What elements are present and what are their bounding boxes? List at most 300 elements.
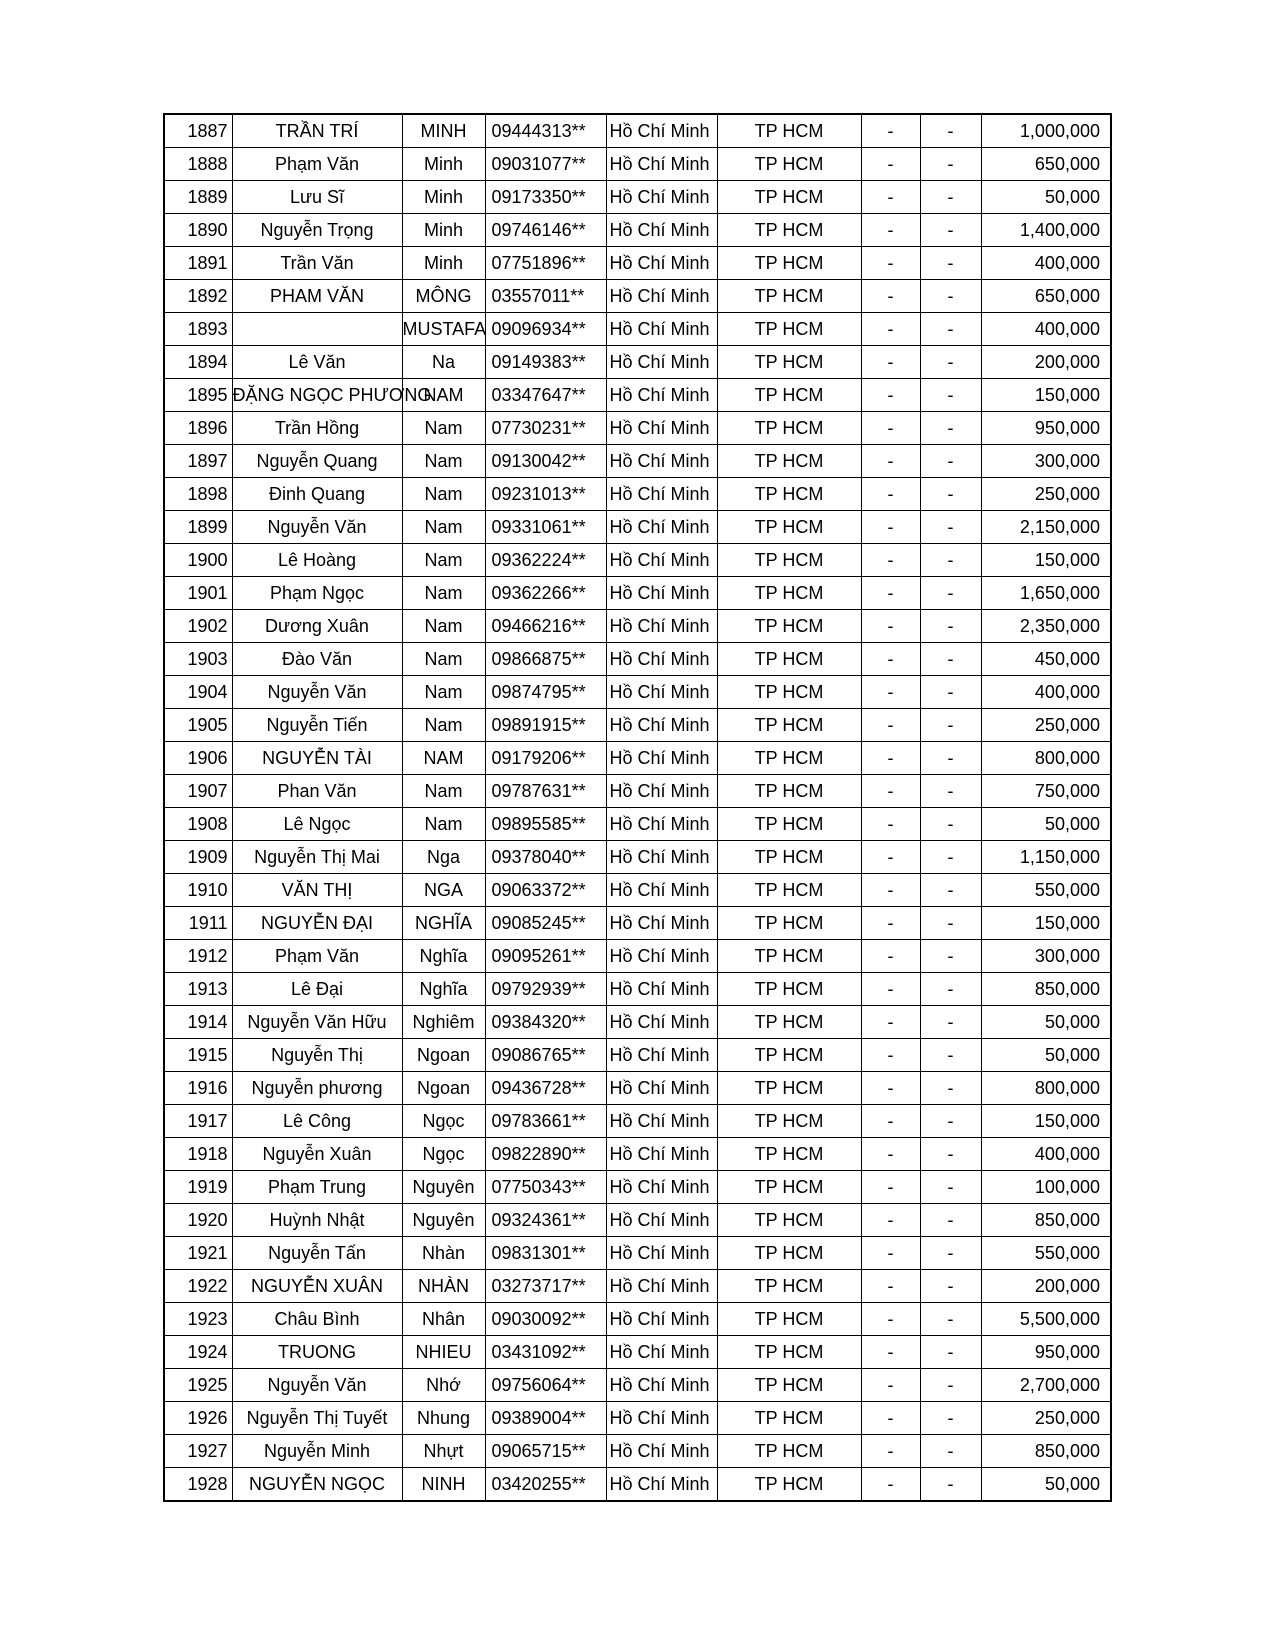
province-cell: Hồ Chí Minh — [606, 610, 717, 643]
blank-col-8-cell: - — [920, 1402, 981, 1435]
row-number-cell: 1897 — [164, 445, 232, 478]
blank-col-8-cell: - — [920, 478, 981, 511]
city-cell: TP HCM — [717, 1138, 861, 1171]
table-row — [164, 1072, 1111, 1105]
city-cell: TP HCM — [717, 313, 861, 346]
phone-number-cell: 03273717** — [485, 1270, 606, 1303]
last-middle-name-cell: Nguyễn Quang — [232, 445, 402, 478]
table-row — [164, 1138, 1111, 1171]
first-name-cell: Minh — [402, 181, 485, 214]
last-middle-name-cell: NGUYỄN TÀI — [232, 742, 402, 775]
city-cell: TP HCM — [717, 841, 861, 874]
amount-cell: 850,000 — [981, 973, 1111, 1006]
last-middle-name-cell: TRUONG — [232, 1336, 402, 1369]
city-cell: TP HCM — [717, 346, 861, 379]
phone-number-cell: 09792939** — [485, 973, 606, 1006]
city-cell: TP HCM — [717, 973, 861, 1006]
blank-col-8-cell: - — [920, 313, 981, 346]
city-cell: TP HCM — [717, 1105, 861, 1138]
blank-col-7-cell: - — [861, 181, 920, 214]
last-middle-name-cell: Phạm Ngọc — [232, 577, 402, 610]
blank-col-8-cell: - — [920, 676, 981, 709]
amount-cell: 250,000 — [981, 1402, 1111, 1435]
first-name-cell: Nguyên — [402, 1204, 485, 1237]
first-name-cell: Nam — [402, 775, 485, 808]
row-number-cell: 1912 — [164, 940, 232, 973]
city-cell: TP HCM — [717, 181, 861, 214]
province-cell: Hồ Chí Minh — [606, 907, 717, 940]
province-cell: Hồ Chí Minh — [606, 1336, 717, 1369]
province-cell: Hồ Chí Minh — [606, 511, 717, 544]
first-name-cell: Nhớ — [402, 1369, 485, 1402]
phone-number-cell: 09362266** — [485, 577, 606, 610]
amount-cell: 650,000 — [981, 148, 1111, 181]
city-cell: TP HCM — [717, 1468, 861, 1502]
blank-col-7-cell: - — [861, 247, 920, 280]
table-row — [164, 247, 1111, 280]
phone-number-cell: 09130042** — [485, 445, 606, 478]
first-name-cell: Nam — [402, 676, 485, 709]
table-row — [164, 610, 1111, 643]
row-number-cell: 1909 — [164, 841, 232, 874]
table-row — [164, 412, 1111, 445]
first-name-cell: Minh — [402, 247, 485, 280]
last-middle-name-cell: Lê Công — [232, 1105, 402, 1138]
province-cell: Hồ Chí Minh — [606, 1072, 717, 1105]
province-cell: Hồ Chí Minh — [606, 214, 717, 247]
last-middle-name-cell: PHAM VĂN — [232, 280, 402, 313]
last-middle-name-cell: Dương Xuân — [232, 610, 402, 643]
row-number-cell: 1919 — [164, 1171, 232, 1204]
phone-number-cell: 09065715** — [485, 1435, 606, 1468]
table-row — [164, 874, 1111, 907]
first-name-cell: NAM — [402, 379, 485, 412]
amount-cell: 2,700,000 — [981, 1369, 1111, 1402]
last-middle-name-cell: Trần Hồng — [232, 412, 402, 445]
first-name-cell: Nam — [402, 709, 485, 742]
phone-number-cell: 09436728** — [485, 1072, 606, 1105]
blank-col-7-cell: - — [861, 973, 920, 1006]
phone-number-cell: 09895585** — [485, 808, 606, 841]
phone-number-cell: 09331061** — [485, 511, 606, 544]
donation-table — [163, 113, 1112, 1502]
row-number-cell: 1893 — [164, 313, 232, 346]
city-cell: TP HCM — [717, 709, 861, 742]
first-name-cell: MINH — [402, 114, 485, 148]
last-middle-name-cell: Nguyễn Văn — [232, 511, 402, 544]
row-number-cell: 1906 — [164, 742, 232, 775]
province-cell: Hồ Chí Minh — [606, 1435, 717, 1468]
province-cell: Hồ Chí Minh — [606, 676, 717, 709]
phone-number-cell: 03557011** — [485, 280, 606, 313]
city-cell: TP HCM — [717, 1171, 861, 1204]
blank-col-7-cell: - — [861, 610, 920, 643]
city-cell: TP HCM — [717, 412, 861, 445]
province-cell: Hồ Chí Minh — [606, 1171, 717, 1204]
row-number-cell: 1895 — [164, 379, 232, 412]
table-row — [164, 1336, 1111, 1369]
row-number-cell: 1914 — [164, 1006, 232, 1039]
phone-number-cell: 09362224** — [485, 544, 606, 577]
city-cell: TP HCM — [717, 1435, 861, 1468]
row-number-cell: 1921 — [164, 1237, 232, 1270]
first-name-cell: Nhàn — [402, 1237, 485, 1270]
blank-col-8-cell: - — [920, 1072, 981, 1105]
blank-col-7-cell: - — [861, 643, 920, 676]
province-cell: Hồ Chí Minh — [606, 346, 717, 379]
row-number-cell: 1900 — [164, 544, 232, 577]
city-cell: TP HCM — [717, 1369, 861, 1402]
phone-number-cell: 03347647** — [485, 379, 606, 412]
last-middle-name-cell: Nguyễn Minh — [232, 1435, 402, 1468]
city-cell: TP HCM — [717, 544, 861, 577]
last-middle-name-cell: Đào Văn — [232, 643, 402, 676]
blank-col-8-cell: - — [920, 1468, 981, 1502]
last-middle-name-cell: Phạm Văn — [232, 148, 402, 181]
blank-col-7-cell: - — [861, 940, 920, 973]
blank-col-7-cell: - — [861, 1336, 920, 1369]
city-cell: TP HCM — [717, 1303, 861, 1336]
city-cell: TP HCM — [717, 1204, 861, 1237]
table-row — [164, 1171, 1111, 1204]
city-cell: TP HCM — [717, 643, 861, 676]
city-cell: TP HCM — [717, 478, 861, 511]
row-number-cell: 1891 — [164, 247, 232, 280]
blank-col-8-cell: - — [920, 907, 981, 940]
first-name-cell: Nhựt — [402, 1435, 485, 1468]
first-name-cell: NINH — [402, 1468, 485, 1502]
phone-number-cell: 09324361** — [485, 1204, 606, 1237]
province-cell: Hồ Chí Minh — [606, 1138, 717, 1171]
last-middle-name-cell: Nguyễn Thị Tuyết — [232, 1402, 402, 1435]
blank-col-7-cell: - — [861, 874, 920, 907]
blank-col-7-cell: - — [861, 1039, 920, 1072]
last-middle-name-cell: Nguyễn Thị — [232, 1039, 402, 1072]
blank-col-7-cell: - — [861, 379, 920, 412]
phone-number-cell: 09085245** — [485, 907, 606, 940]
last-middle-name-cell: Nguyễn Văn — [232, 1369, 402, 1402]
city-cell: TP HCM — [717, 808, 861, 841]
table-row — [164, 1468, 1111, 1502]
row-number-cell: 1896 — [164, 412, 232, 445]
blank-col-8-cell: - — [920, 610, 981, 643]
phone-number-cell: 09831301** — [485, 1237, 606, 1270]
blank-col-7-cell: - — [861, 280, 920, 313]
amount-cell: 50,000 — [981, 1039, 1111, 1072]
phone-number-cell: 09179206** — [485, 742, 606, 775]
amount-cell: 400,000 — [981, 313, 1111, 346]
phone-number-cell: 03420255** — [485, 1468, 606, 1502]
phone-number-cell: 09444313** — [485, 114, 606, 148]
blank-col-7-cell: - — [861, 907, 920, 940]
first-name-cell: MUSTAFA — [402, 313, 485, 346]
table-row — [164, 1270, 1111, 1303]
phone-number-cell: 09746146** — [485, 214, 606, 247]
city-cell: TP HCM — [717, 775, 861, 808]
amount-cell: 450,000 — [981, 643, 1111, 676]
table-row — [164, 1039, 1111, 1072]
blank-col-8-cell: - — [920, 940, 981, 973]
first-name-cell: NHÀN — [402, 1270, 485, 1303]
row-number-cell: 1890 — [164, 214, 232, 247]
phone-number-cell: 09031077** — [485, 148, 606, 181]
amount-cell: 950,000 — [981, 412, 1111, 445]
amount-cell: 2,350,000 — [981, 610, 1111, 643]
blank-col-8-cell: - — [920, 114, 981, 148]
province-cell: Hồ Chí Minh — [606, 940, 717, 973]
province-cell: Hồ Chí Minh — [606, 114, 717, 148]
province-cell: Hồ Chí Minh — [606, 742, 717, 775]
last-middle-name-cell: Nguyễn Trọng — [232, 214, 402, 247]
row-number-cell: 1927 — [164, 1435, 232, 1468]
first-name-cell: Nghiêm — [402, 1006, 485, 1039]
row-number-cell: 1905 — [164, 709, 232, 742]
row-number-cell: 1904 — [164, 676, 232, 709]
row-number-cell: 1907 — [164, 775, 232, 808]
phone-number-cell: 09095261** — [485, 940, 606, 973]
row-number-cell: 1908 — [164, 808, 232, 841]
amount-cell: 550,000 — [981, 874, 1111, 907]
blank-col-8-cell: - — [920, 445, 981, 478]
row-number-cell: 1923 — [164, 1303, 232, 1336]
blank-col-7-cell: - — [861, 148, 920, 181]
first-name-cell: Nam — [402, 445, 485, 478]
table-row — [164, 114, 1111, 148]
city-cell: TP HCM — [717, 676, 861, 709]
blank-col-8-cell: - — [920, 412, 981, 445]
last-middle-name-cell: Lê Hoàng — [232, 544, 402, 577]
table-row — [164, 1204, 1111, 1237]
row-number-cell: 1899 — [164, 511, 232, 544]
row-number-cell: 1915 — [164, 1039, 232, 1072]
first-name-cell: Nam — [402, 511, 485, 544]
city-cell: TP HCM — [717, 610, 861, 643]
amount-cell: 50,000 — [981, 1006, 1111, 1039]
table-row — [164, 940, 1111, 973]
province-cell: Hồ Chí Minh — [606, 247, 717, 280]
city-cell: TP HCM — [717, 1072, 861, 1105]
province-cell: Hồ Chí Minh — [606, 1303, 717, 1336]
blank-col-8-cell: - — [920, 181, 981, 214]
amount-cell: 150,000 — [981, 544, 1111, 577]
amount-cell: 300,000 — [981, 445, 1111, 478]
amount-cell: 250,000 — [981, 709, 1111, 742]
city-cell: TP HCM — [717, 940, 861, 973]
row-number-cell: 1920 — [164, 1204, 232, 1237]
phone-number-cell: 09874795** — [485, 676, 606, 709]
table-row — [164, 346, 1111, 379]
first-name-cell: Nam — [402, 643, 485, 676]
row-number-cell: 1898 — [164, 478, 232, 511]
row-number-cell: 1922 — [164, 1270, 232, 1303]
table-row — [164, 1237, 1111, 1270]
blank-col-7-cell: - — [861, 742, 920, 775]
phone-number-cell: 09787631** — [485, 775, 606, 808]
first-name-cell: NGHĨA — [402, 907, 485, 940]
province-cell: Hồ Chí Minh — [606, 973, 717, 1006]
phone-number-cell: 07730231** — [485, 412, 606, 445]
last-middle-name-cell: TRẦN TRÍ — [232, 114, 402, 148]
table-body — [164, 114, 1111, 1501]
phone-number-cell: 09096934** — [485, 313, 606, 346]
blank-col-7-cell: - — [861, 214, 920, 247]
first-name-cell: Nam — [402, 808, 485, 841]
phone-number-cell: 09378040** — [485, 841, 606, 874]
row-number-cell: 1887 — [164, 114, 232, 148]
table-row — [164, 808, 1111, 841]
province-cell: Hồ Chí Minh — [606, 445, 717, 478]
blank-col-8-cell: - — [920, 1435, 981, 1468]
amount-cell: 550,000 — [981, 1237, 1111, 1270]
blank-col-8-cell: - — [920, 577, 981, 610]
row-number-cell: 1926 — [164, 1402, 232, 1435]
blank-col-8-cell: - — [920, 709, 981, 742]
blank-col-7-cell: - — [861, 775, 920, 808]
table-row — [164, 313, 1111, 346]
first-name-cell: Nam — [402, 577, 485, 610]
first-name-cell: Nam — [402, 610, 485, 643]
amount-cell: 400,000 — [981, 676, 1111, 709]
table-row — [164, 1369, 1111, 1402]
first-name-cell: Nghĩa — [402, 973, 485, 1006]
amount-cell: 150,000 — [981, 907, 1111, 940]
blank-col-7-cell: - — [861, 1171, 920, 1204]
last-middle-name-cell: Phạm Trung — [232, 1171, 402, 1204]
first-name-cell: MÔNG — [402, 280, 485, 313]
row-number-cell: 1894 — [164, 346, 232, 379]
first-name-cell: Ngọc — [402, 1138, 485, 1171]
amount-cell: 2,150,000 — [981, 511, 1111, 544]
first-name-cell: Minh — [402, 148, 485, 181]
amount-cell: 400,000 — [981, 247, 1111, 280]
row-number-cell: 1902 — [164, 610, 232, 643]
amount-cell: 50,000 — [981, 808, 1111, 841]
province-cell: Hồ Chí Minh — [606, 1468, 717, 1502]
table-row — [164, 1435, 1111, 1468]
blank-col-7-cell: - — [861, 114, 920, 148]
phone-number-cell: 09149383** — [485, 346, 606, 379]
amount-cell: 400,000 — [981, 1138, 1111, 1171]
table-row — [164, 841, 1111, 874]
row-number-cell: 1918 — [164, 1138, 232, 1171]
city-cell: TP HCM — [717, 280, 861, 313]
blank-col-8-cell: - — [920, 841, 981, 874]
blank-col-7-cell: - — [861, 1402, 920, 1435]
table-row — [164, 643, 1111, 676]
city-cell: TP HCM — [717, 1336, 861, 1369]
table-row — [164, 742, 1111, 775]
city-cell: TP HCM — [717, 1237, 861, 1270]
province-cell: Hồ Chí Minh — [606, 544, 717, 577]
table-row — [164, 511, 1111, 544]
first-name-cell: Nhung — [402, 1402, 485, 1435]
blank-col-8-cell: - — [920, 1336, 981, 1369]
amount-cell: 1,000,000 — [981, 114, 1111, 148]
last-middle-name-cell — [232, 313, 402, 346]
blank-col-8-cell: - — [920, 379, 981, 412]
province-cell: Hồ Chí Minh — [606, 1105, 717, 1138]
table-row — [164, 445, 1111, 478]
last-middle-name-cell: NGUYỄN NGỌC — [232, 1468, 402, 1502]
amount-cell: 1,400,000 — [981, 214, 1111, 247]
last-middle-name-cell: Châu Bình — [232, 1303, 402, 1336]
first-name-cell: Nghĩa — [402, 940, 485, 973]
last-middle-name-cell: Lê Văn — [232, 346, 402, 379]
phone-number-cell: 09384320** — [485, 1006, 606, 1039]
blank-col-7-cell: - — [861, 1303, 920, 1336]
blank-col-8-cell: - — [920, 346, 981, 379]
row-number-cell: 1913 — [164, 973, 232, 1006]
amount-cell: 800,000 — [981, 742, 1111, 775]
phone-number-cell: 09063372** — [485, 874, 606, 907]
last-middle-name-cell: Phan Văn — [232, 775, 402, 808]
blank-col-7-cell: - — [861, 1468, 920, 1502]
blank-col-7-cell: - — [861, 445, 920, 478]
row-number-cell: 1924 — [164, 1336, 232, 1369]
table-row — [164, 280, 1111, 313]
blank-col-8-cell: - — [920, 973, 981, 1006]
blank-col-8-cell: - — [920, 1303, 981, 1336]
blank-col-8-cell: - — [920, 544, 981, 577]
phone-number-cell: 09822890** — [485, 1138, 606, 1171]
last-middle-name-cell: Phạm Văn — [232, 940, 402, 973]
province-cell: Hồ Chí Minh — [606, 313, 717, 346]
table-row — [164, 379, 1111, 412]
row-number-cell: 1916 — [164, 1072, 232, 1105]
first-name-cell: Nguyên — [402, 1171, 485, 1204]
amount-cell: 1,650,000 — [981, 577, 1111, 610]
province-cell: Hồ Chí Minh — [606, 1039, 717, 1072]
city-cell: TP HCM — [717, 577, 861, 610]
city-cell: TP HCM — [717, 874, 861, 907]
blank-col-7-cell: - — [861, 1138, 920, 1171]
blank-col-8-cell: - — [920, 148, 981, 181]
city-cell: TP HCM — [717, 114, 861, 148]
city-cell: TP HCM — [717, 1270, 861, 1303]
blank-col-7-cell: - — [861, 1270, 920, 1303]
amount-cell: 950,000 — [981, 1336, 1111, 1369]
blank-col-8-cell: - — [920, 1039, 981, 1072]
phone-number-cell: 07751896** — [485, 247, 606, 280]
first-name-cell: NGA — [402, 874, 485, 907]
city-cell: TP HCM — [717, 247, 861, 280]
last-middle-name-cell: NGUYỄN XUÂN — [232, 1270, 402, 1303]
last-middle-name-cell: Lê Ngọc — [232, 808, 402, 841]
amount-cell: 150,000 — [981, 379, 1111, 412]
blank-col-8-cell: - — [920, 1369, 981, 1402]
province-cell: Hồ Chí Minh — [606, 841, 717, 874]
blank-col-7-cell: - — [861, 412, 920, 445]
phone-number-cell: 09891915** — [485, 709, 606, 742]
blank-col-7-cell: - — [861, 1105, 920, 1138]
row-number-cell: 1928 — [164, 1468, 232, 1502]
amount-cell: 300,000 — [981, 940, 1111, 973]
phone-number-cell: 09030092** — [485, 1303, 606, 1336]
blank-col-8-cell: - — [920, 1006, 981, 1039]
province-cell: Hồ Chí Minh — [606, 775, 717, 808]
blank-col-8-cell: - — [920, 643, 981, 676]
table-row — [164, 775, 1111, 808]
blank-col-7-cell: - — [861, 478, 920, 511]
amount-cell: 150,000 — [981, 1105, 1111, 1138]
blank-col-7-cell: - — [861, 676, 920, 709]
row-number-cell: 1889 — [164, 181, 232, 214]
first-name-cell: Nam — [402, 412, 485, 445]
blank-col-8-cell: - — [920, 214, 981, 247]
blank-col-7-cell: - — [861, 544, 920, 577]
province-cell: Hồ Chí Minh — [606, 148, 717, 181]
row-number-cell: 1888 — [164, 148, 232, 181]
